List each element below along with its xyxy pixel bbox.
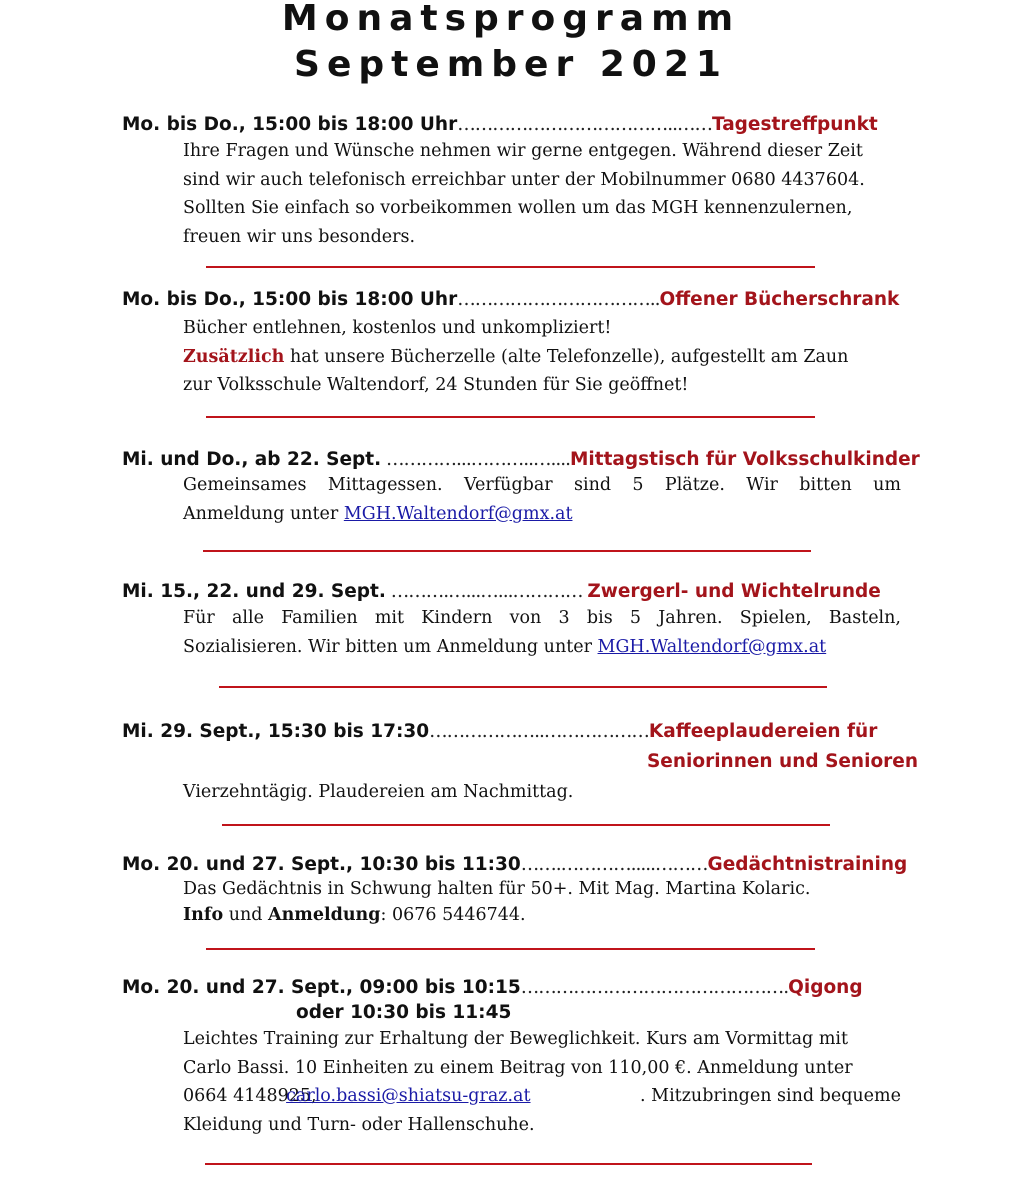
description-line xyxy=(183,500,901,529)
event-description xyxy=(183,1025,901,1139)
description-line: Carlo Bassi. 10 Einheiten zu einem Beitrag von 110,00 €. Anmeldung unter xyxy=(183,1057,853,1078)
event-title-continued: Seniorinnen und Senioren xyxy=(646,751,918,772)
event-description xyxy=(183,604,901,661)
event-title: Kaffeeplaudereien für xyxy=(648,721,878,742)
page-subtitle: September 2021 xyxy=(294,44,728,85)
separator-line xyxy=(203,550,811,552)
event-description xyxy=(183,137,901,251)
description-line: zur Volksschule Waltendorf, 24 Stunden für Sie geöffnet! xyxy=(183,375,689,395)
event-header-zwergerlrunde xyxy=(122,580,881,604)
info-label: Info xyxy=(183,905,224,925)
event-header-qigong xyxy=(122,976,863,1000)
leader-dots: ………………………………..…… xyxy=(457,114,712,135)
event-description xyxy=(183,778,901,807)
phone-number: : 0676 5446744. xyxy=(380,905,526,925)
event-time: Mo. 20. und 27. Sept., 10:30 bis 11:30 xyxy=(122,854,521,875)
separator-line xyxy=(206,416,815,418)
description-line: sind wir auch telefonisch erreichbar unter der Mobilnummer 0680 4437604. xyxy=(183,169,865,190)
separator-line xyxy=(206,266,815,268)
event-title: Offener Bücherschrank xyxy=(659,289,900,310)
description-text: und xyxy=(223,905,268,925)
description-line: Vierzehntägig. Plaudereien am Nachmittag. xyxy=(183,782,574,802)
phone-number: 0664 4148925, xyxy=(183,1086,317,1106)
page-title: Monatsprogramm xyxy=(281,0,741,39)
leader-dots: …….………….....……… xyxy=(520,854,708,875)
leader-dots: …………………………….. xyxy=(457,289,660,310)
leader-dots: ……….…...…...………… xyxy=(385,581,588,602)
event-description xyxy=(183,471,901,528)
event-time: Mi. 29. Sept., 15:30 bis 17:30 xyxy=(122,721,430,742)
description-text: . Mitzubringen sind bequeme xyxy=(640,1086,901,1106)
highlight-text: Zusätzlich xyxy=(183,346,285,367)
event-title: Gedächtnistraining xyxy=(707,854,908,875)
event-time: Mi. 15., 22. und 29. Sept. xyxy=(122,581,386,602)
separator-line xyxy=(219,686,827,688)
leader-dots: ………………..……………… xyxy=(429,721,649,742)
event-title: Mittagstisch für Volksschulkinder xyxy=(569,449,920,470)
email-link[interactable]: carlo.bassi@shiatsu-graz.at xyxy=(286,1086,531,1106)
event-header-kaffeeplaudereien xyxy=(122,720,877,744)
event-header-mittagstisch xyxy=(122,448,920,472)
event-time: Mi. und Do., ab 22. Sept. xyxy=(122,449,382,470)
event-description xyxy=(183,314,901,400)
event-time: Mo. bis Do., 15:00 bis 18:00 Uhr xyxy=(122,289,458,310)
separator-line xyxy=(222,824,830,826)
description-line: freuen wir uns besonders. xyxy=(183,226,416,247)
event-header-gedaechtnistraining xyxy=(122,853,907,877)
event-description xyxy=(183,876,901,928)
description-line: Das Gedächtnis in Schwung halten für 50+. Mit Mag. Martina Kolaric. xyxy=(183,879,811,899)
description-line: Gemeinsames Mittagessen. Verfügbar sind 5 Plätze. Wir bitten um xyxy=(183,475,901,495)
event-header-tagestreffpunkt xyxy=(122,113,878,137)
event-title: Qigong xyxy=(788,977,863,998)
description-line: Ihre Fragen und Wünsche nehmen wir gerne entgegen. Während dieser Zeit xyxy=(183,141,863,161)
description-line: Bücher entlehnen, kostenlos und unkompliziert! xyxy=(183,318,612,338)
event-time-alternative: oder 10:30 bis 11:45 xyxy=(296,1002,512,1023)
email-link[interactable]: MGH.Waltendorf@gmx.at xyxy=(597,636,827,657)
event-time: Mo. 20. und 27. Sept., 09:00 bis 10:15 xyxy=(122,977,521,998)
description-line: Sollten Sie einfach so vorbeikommen wollen um das MGH kennenzulernen, xyxy=(183,198,853,218)
registration-label: Anmeldung xyxy=(268,905,381,925)
separator-line xyxy=(205,1163,812,1165)
description-line xyxy=(183,633,901,662)
separator-line xyxy=(206,948,815,950)
event-time: Mo. bis Do., 15:00 bis 18:00 Uhr xyxy=(122,114,458,135)
description-line xyxy=(183,902,901,928)
email-link[interactable]: MGH.Waltendorf@gmx.at xyxy=(343,503,573,524)
description-text: Anmeldung unter xyxy=(183,503,344,524)
event-header-buecherschrank xyxy=(122,288,899,312)
description-line: Leichtes Training zur Erhaltung der Beweglichkeit. Kurs am Vormittag mit xyxy=(183,1029,849,1049)
leader-dots: ………………………………………. xyxy=(520,977,789,998)
event-title: Tagestreffpunkt xyxy=(711,114,878,135)
description-text: hat unsere Bücherzelle (alte Telefonzelle), aufgestellt am Zaun xyxy=(284,346,849,367)
description-line: Für alle Familien mit Kindern von 3 bis 5 Jahren. Spielen, Basteln, xyxy=(183,608,901,628)
leader-dots: …………...………..….... xyxy=(381,449,570,470)
description-text: Sozialisieren. Wir bitten um Anmeldung unter xyxy=(183,636,598,657)
description-line: Kleidung und Turn- oder Hallenschuhe. xyxy=(183,1114,535,1135)
description-line xyxy=(183,343,901,372)
event-title: Zwergerl- und Wichtelrunde xyxy=(587,581,881,602)
description-line xyxy=(183,1082,901,1111)
